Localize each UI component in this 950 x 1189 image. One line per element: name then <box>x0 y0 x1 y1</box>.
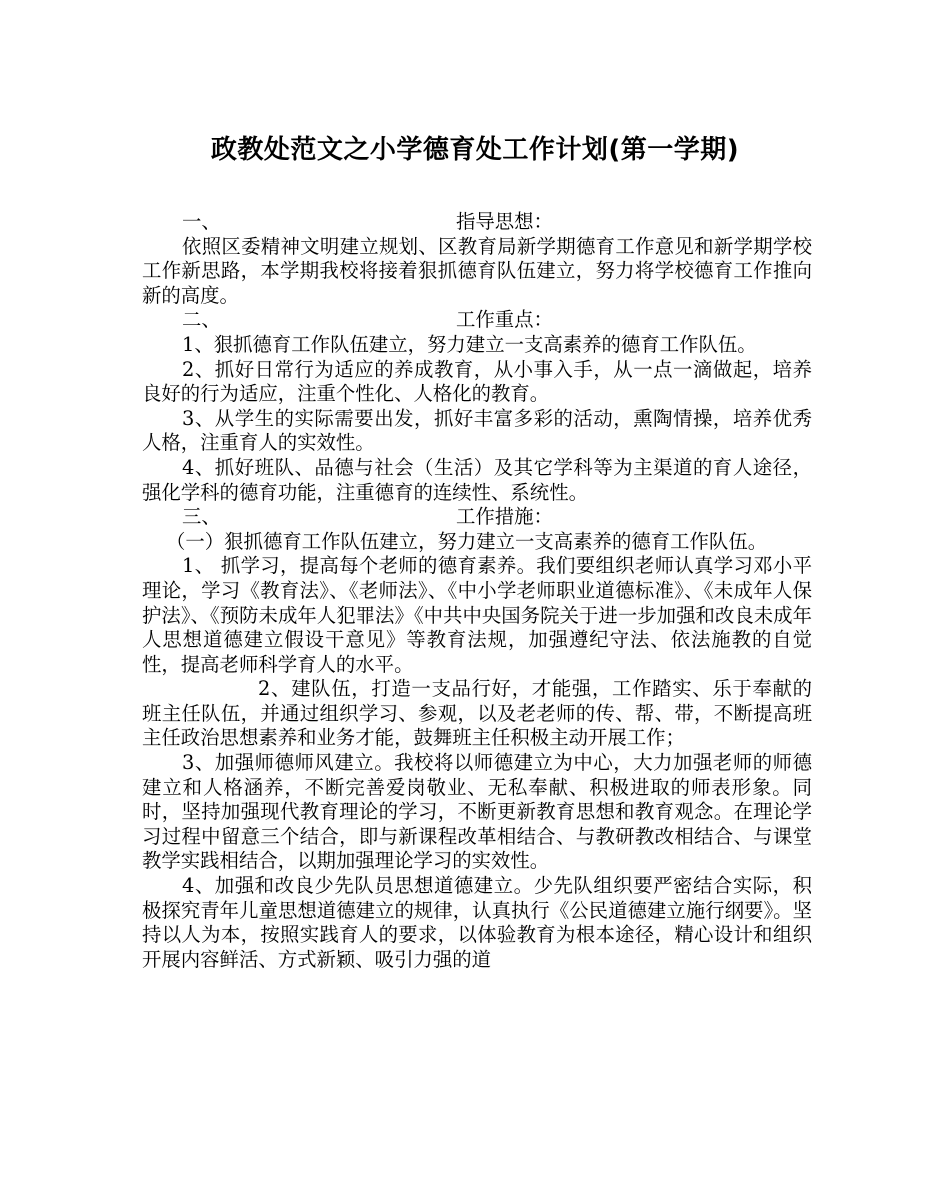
paragraph: 依照区委精神文明建立规划、区教育局新学期德育工作意见和新学期学校工作新思路，本学期我校将接着狠抓德育队伍建立，努力将学校德育工作推向新的高度。 <box>142 234 812 307</box>
section-heading-2 <box>142 308 812 333</box>
section-title: 指导思想： <box>456 210 553 233</box>
section-heading-3 <box>142 505 812 530</box>
document-body <box>142 210 812 972</box>
section-title: 工作措施： <box>456 505 553 529</box>
paragraph: （一）狠抓德育工作队伍建立，努力建立一支高素养的德育工作队伍。 <box>166 529 768 553</box>
section-title: 工作重点： <box>456 308 553 332</box>
paragraph: 3、从学生的实际需要出发，抓好丰富多彩的活动，熏陶情操，培养优秀人格，注重育人的实效性。 <box>142 406 812 455</box>
document-title: 政教处范文之小学德育处工作计划(第一学期) <box>210 135 740 165</box>
section-heading-1 <box>142 210 812 235</box>
section-number: 三、 <box>182 505 221 529</box>
paragraph: 2、抓好日常行为适应的养成教育，从小事入手，从一点一滴做起，培养良好的行为适应，注重个性化、人格化的教育。 <box>142 357 812 406</box>
paragraph: 4、加强和改良少先队员思想道德建立。少先队组织要严密结合实际，积极探究青年儿童思想道德建立的规律，认真执行《公民道德建立施行纲要》。坚持以人为本，按照实践育人的要求，以体验教育为根本途径，精心设计和组织开展内容鲜活、方式新颖、吸引力强的道 <box>142 874 812 971</box>
paragraph: 1、狠抓德育工作队伍建立，努力建立一支高素养的德育工作队伍。 <box>182 332 757 356</box>
paragraph: 4、抓好班队、品德与社会（生活）及其它学科等为主渠道的育人途径，强化学科的德育功能，注重德育的连续性、系统性。 <box>142 455 812 504</box>
section-number: 一、 <box>182 210 221 233</box>
paragraph: 3、加强师德师风建立。我校将以师德建立为中心，大力加强老师的师德建立和人格涵养，不断完善爱岗敬业、无私奉献、积极进取的师表形象。同时，坚持加强现代教育理论的学习，不断更新教育思想和教育观念。在理论学习过程中留意三个结合，即与新课程改革相结合、与教研教改相结合、与课堂教学实践相结合，以期加强理论学习的实效性。 <box>142 751 812 873</box>
paragraph: 2、建队伍，打造一支品行好，才能强，工作踏实、乐于奉献的班主任队伍，并通过组织学习、参观，以及老老师的传、帮、带，不断提高班主任政治思想素养和业务才能，鼓舞班主任积极主动开展工作； <box>142 677 812 750</box>
paragraph: 1、 抓学习，提高每个老师的德育素养。我们要组织老师认真学习邓小平理论，学习《教育法》、《老师法》、《中小学老师职业道德标准》、《未成年人保护法》、《预防未成年人犯罪法》《中共中央国务院关于进一步加强和改良未成年人思想道德建立假设干意见》等教育法规，加强遵纪守法、依法施教的自觉性，提高老师科学育人的水平。 <box>142 554 812 676</box>
section-number: 二、 <box>182 308 221 332</box>
